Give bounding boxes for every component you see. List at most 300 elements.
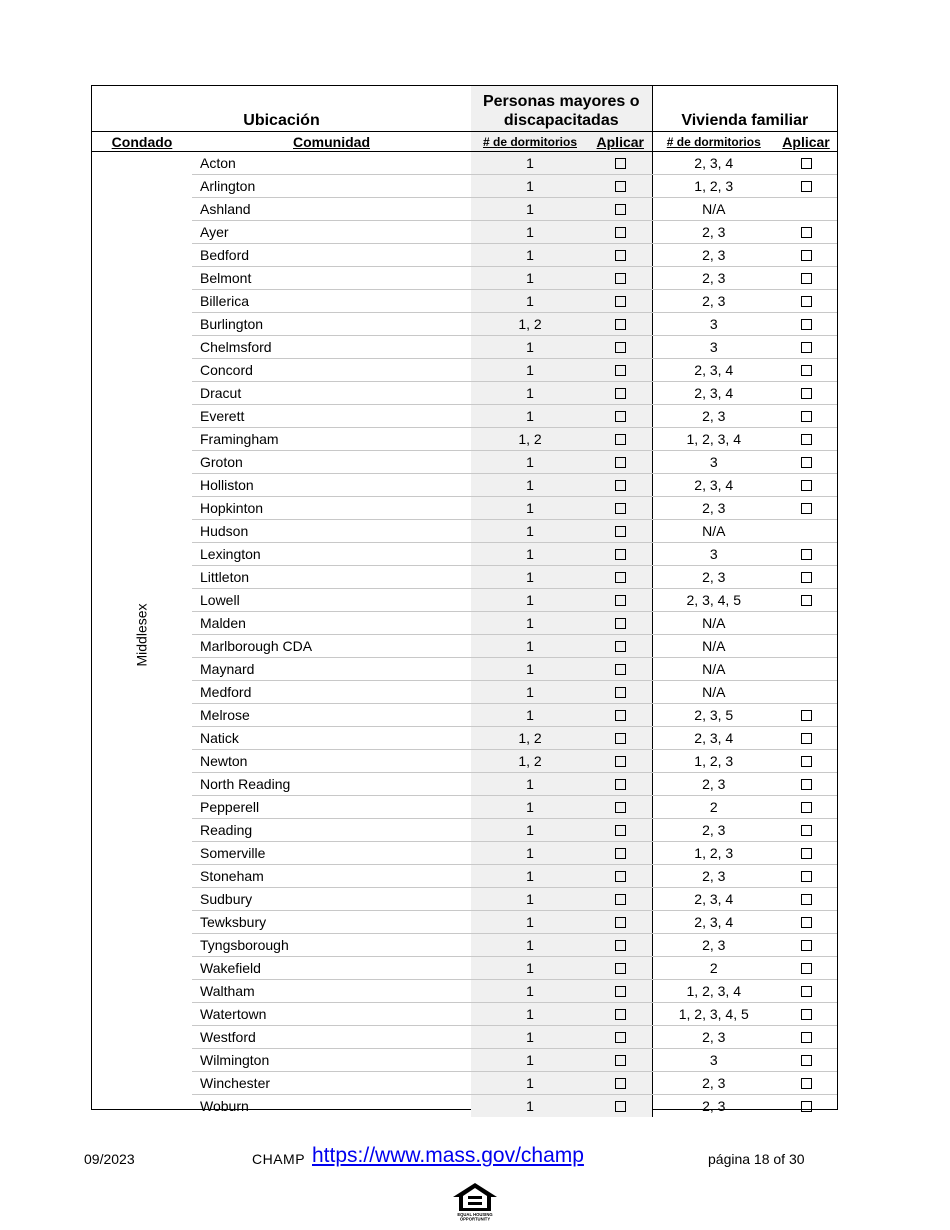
senior-apply-checkbox[interactable] xyxy=(615,917,626,928)
family-apply-checkbox[interactable] xyxy=(801,1101,812,1112)
senior-bedrooms-cell: 1 xyxy=(471,152,589,175)
table-row xyxy=(92,1049,837,1072)
community-cell: Hudson xyxy=(192,520,471,543)
family-bedrooms-cell: 1, 2, 3, 4, 5 xyxy=(652,1003,775,1026)
table-row xyxy=(92,543,837,566)
senior-apply-checkbox[interactable] xyxy=(615,894,626,905)
community-cell: Framingham xyxy=(192,428,471,451)
family-bedrooms-cell: 1, 2, 3, 4 xyxy=(652,428,775,451)
table-row xyxy=(92,267,837,290)
senior-bedrooms-cell: 1 xyxy=(471,451,589,474)
family-bedrooms-cell: 2, 3, 4 xyxy=(652,727,775,750)
table-row xyxy=(92,313,837,336)
senior-apply-checkbox[interactable] xyxy=(615,158,626,169)
community-cell: Billerica xyxy=(192,290,471,313)
senior-apply-cell xyxy=(589,1095,652,1118)
senior-apply-cell xyxy=(589,658,652,681)
senior-bedrooms-cell: 1, 2 xyxy=(471,313,589,336)
senior-bedrooms-cell: 1 xyxy=(471,934,589,957)
community-cell: Dracut xyxy=(192,382,471,405)
table-row xyxy=(92,1003,837,1026)
family-bedrooms-cell: N/A xyxy=(652,658,775,681)
family-apply-checkbox[interactable] xyxy=(801,319,812,330)
family-bedrooms-cell: 3 xyxy=(652,313,775,336)
family-apply-cell xyxy=(775,911,837,934)
senior-apply-checkbox[interactable] xyxy=(615,1009,626,1020)
community-cell: Lexington xyxy=(192,543,471,566)
family-bedrooms-cell: 1, 2, 3 xyxy=(652,175,775,198)
family-apply-cell xyxy=(775,313,837,336)
senior-apply-checkbox[interactable] xyxy=(615,687,626,698)
community-cell: Sudbury xyxy=(192,888,471,911)
family-apply-checkbox[interactable] xyxy=(801,1032,812,1043)
senior-apply-cell xyxy=(589,865,652,888)
community-cell: Natick xyxy=(192,727,471,750)
senior-apply-checkbox[interactable] xyxy=(615,480,626,491)
family-apply-checkbox[interactable] xyxy=(801,503,812,514)
family-apply-cell xyxy=(775,796,837,819)
family-bedrooms-cell: 1, 2, 3, 4 xyxy=(652,980,775,1003)
family-bedrooms-cell: N/A xyxy=(652,520,775,543)
senior-apply-checkbox[interactable] xyxy=(615,963,626,974)
family-apply-cell xyxy=(775,842,837,865)
senior-apply-checkbox[interactable] xyxy=(615,1032,626,1043)
table-row xyxy=(92,428,837,451)
senior-bedrooms-cell: 1 xyxy=(471,796,589,819)
table-row xyxy=(92,175,837,198)
family-apply-cell xyxy=(775,451,837,474)
table-row xyxy=(92,244,837,267)
family-bedrooms-cell: 2, 3 xyxy=(652,1026,775,1049)
senior-bedrooms-cell: 1 xyxy=(471,221,589,244)
senior-apply-checkbox[interactable] xyxy=(615,779,626,790)
family-header: Vivienda familiar xyxy=(652,86,837,132)
family-apply-cell xyxy=(775,152,837,175)
footer-program: CHAMP xyxy=(252,1151,306,1167)
family-bedrooms-cell: 2, 3 xyxy=(652,1072,775,1095)
family-bedrooms-cell: 2 xyxy=(652,957,775,980)
community-cell: Ayer xyxy=(192,221,471,244)
family-apply-cell xyxy=(775,336,837,359)
family-apply-checkbox[interactable] xyxy=(801,1055,812,1066)
table-row xyxy=(92,566,837,589)
family-bedrooms-cell: 2, 3 xyxy=(652,773,775,796)
community-cell: Hopkinton xyxy=(192,497,471,520)
family-apply-checkbox[interactable] xyxy=(801,894,812,905)
senior-apply-checkbox[interactable] xyxy=(615,572,626,583)
senior-bedrooms-cell: 1 xyxy=(471,612,589,635)
table-row xyxy=(92,221,837,244)
community-cell: Stoneham xyxy=(192,865,471,888)
table-row xyxy=(92,589,837,612)
senior-apply-checkbox[interactable] xyxy=(615,802,626,813)
family-apply-cell xyxy=(775,267,837,290)
family-apply-checkbox[interactable] xyxy=(801,296,812,307)
family-bedrooms-cell: N/A xyxy=(652,635,775,658)
senior-apply-cell xyxy=(589,451,652,474)
senior-bedrooms-cell: 1 xyxy=(471,543,589,566)
family-apply-checkbox[interactable] xyxy=(801,848,812,859)
senior-bedrooms-cell: 1 xyxy=(471,957,589,980)
equal-housing-opportunity-logo xyxy=(451,1181,499,1221)
community-cell: Holliston xyxy=(192,474,471,497)
family-apply-cell xyxy=(775,635,837,658)
senior-apply-checkbox[interactable] xyxy=(615,342,626,353)
senior-bedrooms-cell: 1 xyxy=(471,198,589,221)
senior-apply-checkbox[interactable] xyxy=(615,848,626,859)
family-apply-cell xyxy=(775,819,837,842)
family-apply-cell xyxy=(775,773,837,796)
senior-bedrooms-cell: 1 xyxy=(471,819,589,842)
family-bedrooms-cell: N/A xyxy=(652,198,775,221)
family-apply-checkbox[interactable] xyxy=(801,273,812,284)
community-cell: Acton xyxy=(192,152,471,175)
senior-apply-cell xyxy=(589,359,652,382)
table-row xyxy=(92,957,837,980)
senior-apply-cell xyxy=(589,1026,652,1049)
table-row xyxy=(92,198,837,221)
senior-apply-cell xyxy=(589,750,652,773)
senior-apply-checkbox[interactable] xyxy=(615,434,626,445)
community-cell: Melrose xyxy=(192,704,471,727)
senior-bedrooms-cell: 1 xyxy=(471,681,589,704)
table-row xyxy=(92,405,837,428)
senior-apply-cell xyxy=(589,221,652,244)
table-row xyxy=(92,704,837,727)
family-apply-cell xyxy=(775,727,837,750)
senior-apply-cell xyxy=(589,681,652,704)
family-apply-checkbox[interactable] xyxy=(801,1009,812,1020)
family-bedrooms-cell: 2, 3 xyxy=(652,221,775,244)
senior-apply-checkbox[interactable] xyxy=(615,940,626,951)
family-apply-cell xyxy=(775,359,837,382)
family-bedrooms-cell: 2, 3, 4, 5 xyxy=(652,589,775,612)
family-bedrooms-cell: 2, 3, 4 xyxy=(652,382,775,405)
family-bedrooms-cell: 3 xyxy=(652,451,775,474)
senior-apply-cell xyxy=(589,520,652,543)
senior-apply-checkbox[interactable] xyxy=(615,526,626,537)
senior-apply-checkbox[interactable] xyxy=(615,871,626,882)
family-apply-checkbox[interactable] xyxy=(801,457,812,468)
community-cell: Bedford xyxy=(192,244,471,267)
family-apply-checkbox[interactable] xyxy=(801,549,812,560)
senior-bedrooms-header: # de dormitorios xyxy=(471,132,589,152)
location-header: Ubicación xyxy=(243,112,320,129)
family-apply-cell xyxy=(775,520,837,543)
senior-apply-cell xyxy=(589,635,652,658)
table-row xyxy=(92,497,837,520)
family-apply-checkbox[interactable] xyxy=(801,733,812,744)
table-row xyxy=(92,980,837,1003)
family-apply-cell xyxy=(775,1026,837,1049)
senior-apply-checkbox[interactable] xyxy=(615,388,626,399)
community-cell: Newton xyxy=(192,750,471,773)
senior-apply-checkbox[interactable] xyxy=(615,227,626,238)
community-cell: Reading xyxy=(192,819,471,842)
senior-bedrooms-cell: 1 xyxy=(471,290,589,313)
family-apply-cell xyxy=(775,175,837,198)
senior-apply-checkbox[interactable] xyxy=(615,986,626,997)
senior-apply-cell xyxy=(589,589,652,612)
family-apply-cell xyxy=(775,589,837,612)
family-apply-checkbox[interactable] xyxy=(801,825,812,836)
family-apply-cell xyxy=(775,888,837,911)
community-cell: Pepperell xyxy=(192,796,471,819)
senior-bedrooms-cell: 1 xyxy=(471,658,589,681)
senior-apply-cell xyxy=(589,980,652,1003)
senior-apply-cell xyxy=(589,290,652,313)
family-apply-checkbox[interactable] xyxy=(801,917,812,928)
family-apply-cell xyxy=(775,934,837,957)
family-apply-cell xyxy=(775,474,837,497)
senior-apply-header: Aplicar xyxy=(589,132,652,152)
senior-apply-cell xyxy=(589,152,652,175)
family-apply-cell xyxy=(775,1095,837,1118)
table-row xyxy=(92,382,837,405)
family-apply-checkbox[interactable] xyxy=(801,779,812,790)
senior-apply-cell xyxy=(589,704,652,727)
family-bedrooms-cell: 3 xyxy=(652,336,775,359)
senior-apply-checkbox[interactable] xyxy=(615,756,626,767)
family-apply-cell xyxy=(775,980,837,1003)
family-bedrooms-cell: N/A xyxy=(652,681,775,704)
senior-apply-checkbox[interactable] xyxy=(615,825,626,836)
family-bedrooms-cell: 2, 3 xyxy=(652,267,775,290)
family-bedrooms-cell: 2, 3 xyxy=(652,819,775,842)
senior-apply-cell xyxy=(589,1072,652,1095)
community-cell: Wilmington xyxy=(192,1049,471,1072)
senior-apply-checkbox[interactable] xyxy=(615,365,626,376)
senior-apply-cell xyxy=(589,175,652,198)
senior-apply-cell xyxy=(589,911,652,934)
family-apply-checkbox[interactable] xyxy=(801,181,812,192)
family-apply-checkbox[interactable] xyxy=(801,940,812,951)
senior-apply-checkbox[interactable] xyxy=(615,250,626,261)
community-cell: Tyngsborough xyxy=(192,934,471,957)
community-column-header: Comunidad xyxy=(192,132,471,152)
senior-apply-cell xyxy=(589,405,652,428)
community-cell: Westford xyxy=(192,1026,471,1049)
family-apply-checkbox[interactable] xyxy=(801,480,812,491)
family-apply-checkbox[interactable] xyxy=(801,365,812,376)
family-apply-cell xyxy=(775,750,837,773)
senior-bedrooms-cell: 1 xyxy=(471,1095,589,1118)
table-row xyxy=(92,750,837,773)
senior-apply-cell xyxy=(589,957,652,980)
family-bedrooms-cell: 2, 3 xyxy=(652,934,775,957)
senior-apply-checkbox[interactable] xyxy=(615,710,626,721)
senior-apply-checkbox[interactable] xyxy=(615,319,626,330)
family-apply-cell xyxy=(775,428,837,451)
community-cell: Chelmsford xyxy=(192,336,471,359)
senior-bedrooms-cell: 1 xyxy=(471,1072,589,1095)
family-apply-checkbox[interactable] xyxy=(801,756,812,767)
table-row xyxy=(92,152,837,175)
senior-apply-cell xyxy=(589,336,652,359)
family-bedrooms-cell: 2, 3, 4 xyxy=(652,911,775,934)
family-apply-checkbox[interactable] xyxy=(801,411,812,422)
page-number: página 18 of 30 xyxy=(708,1151,805,1167)
table-row xyxy=(92,681,837,704)
senior-apply-checkbox[interactable] xyxy=(615,641,626,652)
family-apply-cell xyxy=(775,704,837,727)
senior-bedrooms-cell: 1 xyxy=(471,773,589,796)
senior-apply-cell xyxy=(589,727,652,750)
table-row xyxy=(92,842,837,865)
community-cell: Burlington xyxy=(192,313,471,336)
family-bedrooms-cell: N/A xyxy=(652,612,775,635)
senior-apply-checkbox[interactable] xyxy=(615,664,626,675)
senior-apply-cell xyxy=(589,543,652,566)
community-cell: Watertown xyxy=(192,1003,471,1026)
senior-apply-checkbox[interactable] xyxy=(615,503,626,514)
senior-apply-checkbox[interactable] xyxy=(615,411,626,422)
senior-bedrooms-cell: 1 xyxy=(471,175,589,198)
family-apply-cell xyxy=(775,1049,837,1072)
senior-apply-checkbox[interactable] xyxy=(615,618,626,629)
table-row xyxy=(92,911,837,934)
county-cell xyxy=(92,152,192,1118)
family-apply-checkbox[interactable] xyxy=(801,388,812,399)
senior-bedrooms-cell: 1 xyxy=(471,566,589,589)
table-row xyxy=(92,520,837,543)
senior-apply-checkbox[interactable] xyxy=(615,296,626,307)
senior-apply-cell xyxy=(589,474,652,497)
family-apply-cell xyxy=(775,497,837,520)
community-cell: Waltham xyxy=(192,980,471,1003)
table-row xyxy=(92,359,837,382)
community-cell: Concord xyxy=(192,359,471,382)
senior-bedrooms-cell: 1 xyxy=(471,888,589,911)
senior-apply-cell xyxy=(589,566,652,589)
family-apply-cell xyxy=(775,612,837,635)
table-row xyxy=(92,888,837,911)
community-cell: Littleton xyxy=(192,566,471,589)
family-apply-checkbox[interactable] xyxy=(801,572,812,583)
senior-bedrooms-cell: 1 xyxy=(471,1049,589,1072)
family-apply-checkbox[interactable] xyxy=(801,158,812,169)
family-apply-checkbox[interactable] xyxy=(801,227,812,238)
senior-bedrooms-cell: 1 xyxy=(471,842,589,865)
family-apply-checkbox[interactable] xyxy=(801,986,812,997)
family-apply-checkbox[interactable] xyxy=(801,595,812,606)
senior-apply-cell xyxy=(589,796,652,819)
senior-apply-checkbox[interactable] xyxy=(615,1078,626,1089)
senior-apply-checkbox[interactable] xyxy=(615,549,626,560)
family-apply-cell xyxy=(775,1003,837,1026)
senior-bedrooms-cell: 1 xyxy=(471,911,589,934)
family-apply-checkbox[interactable] xyxy=(801,250,812,261)
community-cell: Medford xyxy=(192,681,471,704)
family-bedrooms-cell: 2, 3 xyxy=(652,405,775,428)
community-cell: Belmont xyxy=(192,267,471,290)
senior-apply-checkbox[interactable] xyxy=(615,457,626,468)
senior-bedrooms-cell: 1 xyxy=(471,589,589,612)
senior-apply-cell xyxy=(589,842,652,865)
family-bedrooms-header: # de dormitorios xyxy=(652,132,775,152)
senior-apply-checkbox[interactable] xyxy=(615,595,626,606)
family-apply-cell xyxy=(775,658,837,681)
family-apply-checkbox[interactable] xyxy=(801,802,812,813)
table-row xyxy=(92,865,837,888)
family-bedrooms-cell: 2, 3, 4 xyxy=(652,474,775,497)
family-apply-cell xyxy=(775,405,837,428)
community-cell: Wakefield xyxy=(192,957,471,980)
champ-link[interactable]: https://www.mass.gov/champ xyxy=(312,1144,584,1167)
family-bedrooms-cell: 2, 3 xyxy=(652,1095,775,1118)
family-bedrooms-cell: 3 xyxy=(652,543,775,566)
family-apply-checkbox[interactable] xyxy=(801,963,812,974)
table-row xyxy=(92,658,837,681)
table-row xyxy=(92,727,837,750)
senior-bedrooms-cell: 1 xyxy=(471,244,589,267)
family-bedrooms-cell: 2, 3, 4 xyxy=(652,152,775,175)
senior-bedrooms-cell: 1, 2 xyxy=(471,750,589,773)
senior-bedrooms-cell: 1 xyxy=(471,1003,589,1026)
family-apply-checkbox[interactable] xyxy=(801,1078,812,1089)
table-row xyxy=(92,290,837,313)
senior-apply-checkbox[interactable] xyxy=(615,273,626,284)
senior-apply-cell xyxy=(589,934,652,957)
family-bedrooms-cell: 2, 3 xyxy=(652,290,775,313)
community-cell: Winchester xyxy=(192,1072,471,1095)
senior-bedrooms-cell: 1 xyxy=(471,980,589,1003)
senior-bedrooms-cell: 1 xyxy=(471,520,589,543)
family-apply-cell xyxy=(775,198,837,221)
family-bedrooms-cell: 2, 3 xyxy=(652,244,775,267)
table-row xyxy=(92,336,837,359)
seniors-header: Personas mayores o discapacitadas xyxy=(471,86,652,132)
community-cell: Marlborough CDA xyxy=(192,635,471,658)
community-cell: Maynard xyxy=(192,658,471,681)
senior-bedrooms-cell: 1 xyxy=(471,1026,589,1049)
family-apply-checkbox[interactable] xyxy=(801,710,812,721)
senior-apply-checkbox[interactable] xyxy=(615,733,626,744)
community-cell: Malden xyxy=(192,612,471,635)
footer-date: 09/2023 xyxy=(84,1151,135,1167)
senior-bedrooms-cell: 1 xyxy=(471,336,589,359)
senior-bedrooms-cell: 1 xyxy=(471,704,589,727)
family-apply-checkbox[interactable] xyxy=(801,342,812,353)
senior-apply-checkbox[interactable] xyxy=(615,204,626,215)
table-row xyxy=(92,819,837,842)
senior-apply-cell xyxy=(589,888,652,911)
senior-apply-cell xyxy=(589,1003,652,1026)
senior-apply-cell xyxy=(589,773,652,796)
family-apply-cell xyxy=(775,1072,837,1095)
senior-apply-cell xyxy=(589,497,652,520)
senior-apply-cell xyxy=(589,819,652,842)
family-bedrooms-cell: 2, 3, 4 xyxy=(652,888,775,911)
family-bedrooms-cell: 2 xyxy=(652,796,775,819)
family-bedrooms-cell: 2, 3 xyxy=(652,566,775,589)
table-row xyxy=(92,773,837,796)
community-cell: Everett xyxy=(192,405,471,428)
county-column-header: Condado xyxy=(92,132,192,152)
family-bedrooms-cell: 2, 3, 5 xyxy=(652,704,775,727)
family-bedrooms-cell: 2, 3 xyxy=(652,497,775,520)
page-footer xyxy=(0,1146,950,1176)
senior-apply-checkbox[interactable] xyxy=(615,1055,626,1066)
svg-text:EQUAL HOUSING: EQUAL HOUSING xyxy=(457,1212,493,1217)
family-apply-cell xyxy=(775,566,837,589)
family-apply-checkbox[interactable] xyxy=(801,871,812,882)
table-row xyxy=(92,1026,837,1049)
family-apply-checkbox[interactable] xyxy=(801,434,812,445)
senior-apply-checkbox[interactable] xyxy=(615,1101,626,1112)
senior-bedrooms-cell: 1, 2 xyxy=(471,428,589,451)
senior-apply-checkbox[interactable] xyxy=(615,181,626,192)
